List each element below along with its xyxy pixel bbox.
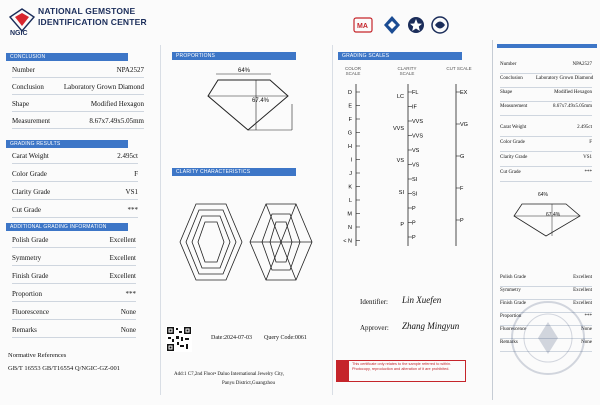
stub-additional-row-value: Excellent <box>573 288 592 293</box>
approver-signature: Zhang Mingyun <box>402 321 460 331</box>
color-scale-label: < N <box>343 238 352 245</box>
stub-additional-row-value: Excellent <box>573 301 592 306</box>
clarity-scale-label: IF <box>412 104 417 111</box>
clarity-scale-header: CLARITY SCALE <box>397 66 417 76</box>
additional-grading-title: ADDITIONAL GRADING INFORMATION <box>6 223 128 231</box>
stub-grading-row-label: Carat Weight <box>500 125 527 130</box>
cut-scale-header: CUT SCALE <box>446 66 472 71</box>
clarity-scale-label: VS <box>412 148 420 154</box>
clarity-scale-label: SI <box>412 177 418 183</box>
additional-row-label: Remarks <box>12 326 37 334</box>
additional-row-label: Finish Grade <box>12 272 49 280</box>
grading-row-label: Color Grade <box>12 170 47 178</box>
table-percent: 64% <box>238 68 251 74</box>
clarity-scale-label: P <box>412 206 416 212</box>
clarity-scale-label: P <box>412 220 416 227</box>
stub-top-bar <box>497 44 597 48</box>
clarity-group-label: P <box>400 222 404 228</box>
stub-grading-row-value: 2.495ct <box>577 125 592 130</box>
conclusion-row-value: NPA2527 <box>116 66 144 74</box>
stub-conclusion-row-value: Laboratory Grown Diamond <box>536 76 594 81</box>
diamond-badge-icon <box>384 16 400 34</box>
conclusion-row-value: Modified Hexagon <box>90 100 144 108</box>
stub-additional-row-label: Fluorescence <box>500 327 527 332</box>
row-rule <box>12 319 136 320</box>
stub-conclusion-row-value: Modified Hexagon <box>554 90 592 95</box>
additional-row-value: Excellent <box>109 236 136 244</box>
stub-conclusion-row-label: Shape <box>500 90 513 95</box>
row-rule <box>12 337 136 338</box>
color-scale-label: J <box>349 171 352 177</box>
stub-watermark-seal-icon <box>508 298 588 378</box>
stub-additional-row-value: *** <box>584 314 592 319</box>
row-rule <box>12 265 136 266</box>
clarity-group-label: VVS <box>392 126 404 132</box>
issue-date: Date:2024-07-03 <box>211 335 252 341</box>
color-scale-label: E <box>348 103 352 110</box>
row-rule <box>12 181 138 182</box>
conclusion-row-label: Conclusion <box>12 83 44 91</box>
org-name-line2: IDENTIFICATION CENTER <box>38 17 147 27</box>
clarity-scale-label: FL <box>412 90 419 96</box>
stub-additional-row-label: Polish Grade <box>500 275 526 280</box>
cut-scale-label: VG <box>460 122 468 128</box>
row-rule <box>500 166 592 167</box>
clarity-scale-label: VVS <box>412 133 424 140</box>
proportion-diagram <box>196 64 306 134</box>
grading-row-label: Carat Weight <box>12 152 49 160</box>
clarity-scale-label: VVS <box>412 119 424 125</box>
row-rule <box>12 199 138 200</box>
stub-additional-row-value: None <box>581 340 592 345</box>
clarity-group-label: SI <box>398 190 404 196</box>
color-scale-label: F <box>348 117 352 123</box>
cut-scale-label: EX <box>460 90 468 96</box>
additional-row-value: None <box>120 308 136 316</box>
clarity-group-label: VS <box>396 158 404 164</box>
grading-row-value: VS1 <box>125 188 138 196</box>
color-scale-label: L <box>348 198 352 204</box>
identifier-signature: Lin Xuefen <box>402 295 442 305</box>
query-code: Query Code:0061 <box>264 335 307 341</box>
pavilion-view <box>250 204 312 280</box>
stub-grading-row-value: *** <box>584 170 592 175</box>
stub-conclusion-row-label: Conclusion <box>500 76 523 81</box>
address-line1: Add:1 C7,2nd Floor• Daluo International Jewelry City, <box>174 372 285 377</box>
normative-refs: GB/T 16553 GB/T16554 Q/NGIC-GZ-001 <box>8 365 121 372</box>
color-scale-label: I <box>350 157 352 164</box>
stub-conclusion-row-value: NPA2527 <box>572 62 592 67</box>
color-scale-label: K <box>348 184 352 191</box>
color-scale-label: D <box>348 90 352 96</box>
conclusion-title: CONCLUSION <box>6 53 128 61</box>
row-rule <box>500 73 592 74</box>
stub-additional-row-label: Finish Grade <box>500 301 526 306</box>
qr-code-icon <box>166 326 192 352</box>
additional-row-label: Proportion <box>12 290 42 298</box>
ma-badge-icon <box>354 18 372 32</box>
ngic-logo-icon <box>8 8 36 32</box>
star-badge-icon <box>408 17 424 33</box>
org-name-line1: NATIONAL GEMSTONE <box>38 6 136 16</box>
stub-conclusion-row-label: Number <box>500 62 517 67</box>
divider <box>160 45 161 395</box>
clarity-group-label: LC <box>396 94 404 100</box>
stub-grading-row-label: Cut Grade <box>500 170 521 175</box>
crown-view <box>180 204 242 280</box>
color-scale-label: G <box>347 130 352 137</box>
stub-depth-percent: 67.4% <box>546 212 561 218</box>
identifier-label: Identifier: <box>360 298 388 306</box>
grading-row-value: F <box>134 170 138 178</box>
row-rule <box>12 217 138 218</box>
conclusion-row-label: Number <box>12 66 35 74</box>
grading-scales-diagram <box>338 80 478 250</box>
row-rule <box>12 77 144 78</box>
grading-row-label: Clarity Grade <box>12 188 51 196</box>
row-rule <box>12 94 144 95</box>
row-rule <box>12 301 136 302</box>
depth-percent: 67.4% <box>252 98 270 104</box>
grading-row-value: 2.495ct <box>117 152 138 160</box>
stub-table-percent: 64% <box>538 192 549 198</box>
grading-row-value: *** <box>127 206 138 214</box>
color-scale-label: M <box>347 211 352 218</box>
divider <box>492 40 493 400</box>
row-rule <box>500 181 592 182</box>
stub-additional-row-label: Remarks <box>500 340 518 345</box>
accreditation-badges <box>352 14 462 36</box>
color-scale-label: N <box>348 225 352 231</box>
conclusion-row-value: 8.67x7.49x5.05mm <box>89 117 144 125</box>
stub-grading-row-value: F <box>589 140 592 145</box>
notice-marker <box>337 361 349 381</box>
notice-text: This certificate only relates to the sample referred to within. Photocopy, reproduction and alteration of it are prohibited. <box>352 362 452 371</box>
row-rule <box>500 87 592 88</box>
row-rule <box>12 128 144 129</box>
row-rule <box>500 136 592 137</box>
approver-label: Approver: <box>360 324 389 332</box>
cut-scale-label: P <box>460 218 464 224</box>
grading-scales-title: GRADING SCALES <box>338 52 462 60</box>
address-line2: Panyu District,Guangzhou <box>222 381 276 386</box>
stub-grading-row-value: VS1 <box>583 155 592 160</box>
clarity-characteristics-title: CLARITY CHARACTERISTICS <box>172 168 296 176</box>
row-rule <box>12 111 144 112</box>
stub-proportion-diagram <box>508 186 588 238</box>
circle-badge-icon <box>432 17 448 33</box>
additional-row-value: None <box>120 326 136 334</box>
clarity-scale-label: VS <box>412 162 420 169</box>
row-rule <box>12 247 136 248</box>
additional-row-label: Symmetry <box>12 254 42 262</box>
clarity-plot-diagram <box>176 200 326 284</box>
additional-row-label: Polish Grade <box>12 236 49 244</box>
row-rule <box>500 115 592 116</box>
row-rule <box>12 163 138 164</box>
color-scale-label: H <box>348 144 352 150</box>
header <box>6 4 156 44</box>
stub-conclusion-row-value: 8.67x7.49x5.05mm <box>552 104 592 109</box>
stub-additional-row-value: None <box>581 327 592 332</box>
org-abbr: NGIC <box>10 30 28 37</box>
divider <box>332 45 333 395</box>
additional-row-value: Excellent <box>109 254 136 262</box>
stub-additional-row-value: Excellent <box>573 275 592 280</box>
additional-row-value: *** <box>125 290 136 298</box>
cut-scale-label: G <box>460 154 465 160</box>
cut-scale-label: F <box>460 186 464 192</box>
grading-results-title: GRADING RESULTS <box>6 140 128 148</box>
clarity-scale-label: P <box>412 235 416 241</box>
certificate-notice <box>336 360 466 382</box>
proportions-title: PROPORTIONS <box>172 52 296 60</box>
normative-title: Normative References <box>8 352 67 359</box>
clarity-scale-label: SI <box>412 191 418 198</box>
row-rule <box>500 101 592 102</box>
grading-row-label: Cut Grade <box>12 206 41 214</box>
row-rule <box>500 151 592 152</box>
stub-additional-row-label: Proportion <box>500 314 522 319</box>
row-rule <box>500 286 592 287</box>
conclusion-row-label: Shape <box>12 100 30 108</box>
conclusion-row-value: Laboratory Grown Diamond <box>63 83 144 91</box>
stub-additional-row-label: Symmetry <box>500 288 521 293</box>
stub-grading-row-label: Color Grade <box>500 140 525 145</box>
additional-row-label: Fluorescence <box>12 308 49 316</box>
row-rule <box>12 283 136 284</box>
color-scale-header: COLOR SCALE <box>344 66 361 76</box>
stub-grading-row-label: Clarity Grade <box>500 155 528 160</box>
stub-conclusion-row-label: Measurement <box>500 104 528 109</box>
additional-row-value: Excellent <box>109 272 136 280</box>
conclusion-row-label: Measurement <box>12 117 51 125</box>
svg-text:MA: MA <box>357 23 368 30</box>
